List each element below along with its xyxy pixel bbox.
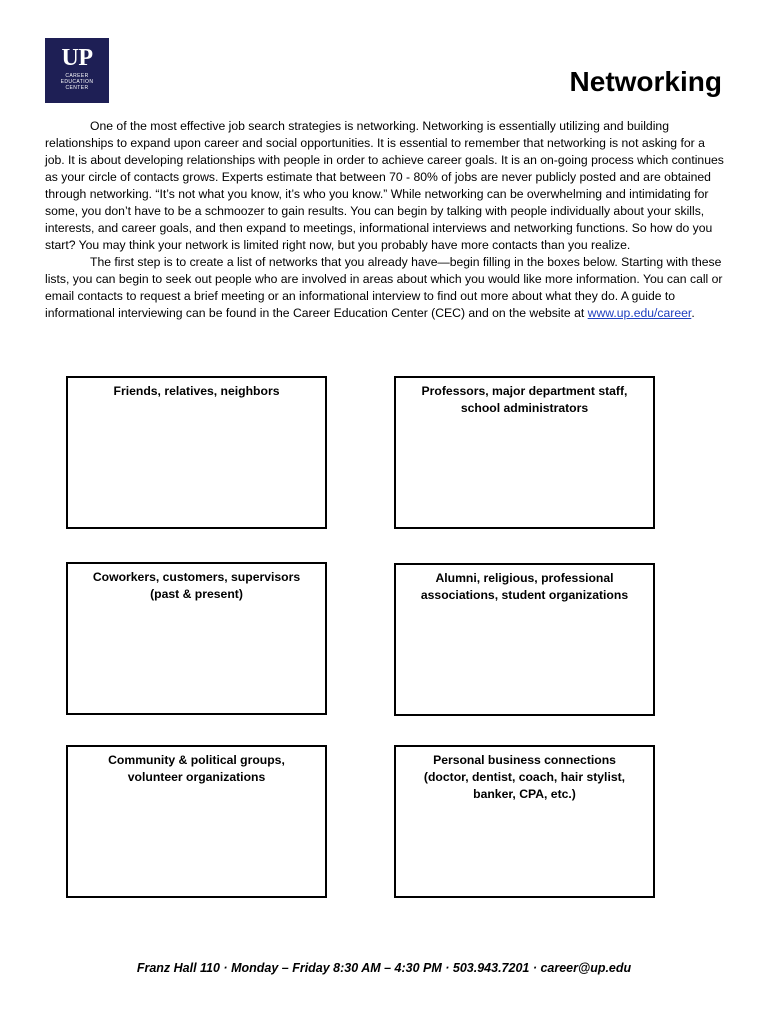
logo-sub-line: CENTER bbox=[65, 85, 89, 91]
box-label: (past & present) bbox=[150, 587, 243, 601]
box-label: Coworkers, customers, supervisors bbox=[92, 570, 301, 584]
box-label: Community & political groups, bbox=[108, 753, 285, 767]
up-career-center-logo bbox=[45, 38, 109, 103]
box-label: Friends, relatives, neighbors bbox=[113, 384, 280, 398]
intro-paragraph-2-end: . bbox=[691, 306, 695, 320]
box-label: banker, CPA, etc.) bbox=[473, 787, 576, 801]
box-label: (doctor, dentist, coach, hair stylist, bbox=[423, 770, 626, 784]
footer-contact-info: Franz Hall 110 · Monday – Friday 8:30 AM – 4:30 PM · 503.943.7201 · career@up.edu bbox=[136, 961, 632, 975]
network-box-business[interactable] bbox=[394, 745, 655, 898]
network-box-professors[interactable] bbox=[394, 376, 655, 529]
network-box-alumni[interactable] bbox=[394, 563, 655, 716]
logo-sub-line: EDUCATION bbox=[60, 79, 94, 85]
box-label: associations, student organizations bbox=[420, 588, 629, 602]
logo-sub-line: CAREER bbox=[65, 73, 89, 79]
logo-subtitle bbox=[52, 73, 102, 91]
box-label: Personal business connections bbox=[433, 753, 616, 767]
intro-paragraph-2 bbox=[45, 254, 725, 322]
intro-paragraph-2-text: The first step is to create a list of networks that you already have—begin filling in the boxes below. Starting with these lists, you can begin to seek out people who are involved in areas about which you would like more information. You can call or email contacts to request a brief meeting or an informational interview to find out more about what they do. A guide to informational interviewing can be found in the Career Education Center (CEC) and on the website at bbox=[45, 255, 723, 320]
box-label: volunteer organizations bbox=[127, 770, 266, 784]
intro-paragraph-1: One of the most effective job search strategies is networking. Networking is essentially utilizing and building relationships to expand upon career and social opportunities. It is essential to remember that networking is not asking for a job. It is about developing relationships with people in order to achieve career goals. It is an on-going process which continues as your circle of contacts grows. Experts estimate that between 70 - 80% of jobs are never publicly posted and are obtained through networking. “It’s not what you know, it’s who you know.” While networking can be overwhelming and intimidating for some, you don’t have to be a schmoozer to gain results. You can begin by talking with people individually about your skills, interests, and career goals, and then expand to meetings, informational interviews and networking functions. So how do you start? You may think your network is limited right now, but you probably have more contacts than you realize. bbox=[45, 119, 724, 252]
logo-mark: UP bbox=[61, 45, 93, 71]
box-label: school administrators bbox=[460, 401, 589, 415]
page-title: Networking bbox=[569, 66, 722, 97]
box-label: Professors, major department staff, bbox=[421, 384, 628, 398]
intro-text bbox=[45, 118, 725, 322]
network-box-friends[interactable] bbox=[66, 376, 327, 529]
career-website-link[interactable]: www.up.edu/career bbox=[587, 306, 692, 320]
box-label: Alumni, religious, professional bbox=[435, 571, 614, 585]
network-box-coworkers[interactable] bbox=[66, 562, 327, 715]
network-box-community[interactable] bbox=[66, 745, 327, 898]
